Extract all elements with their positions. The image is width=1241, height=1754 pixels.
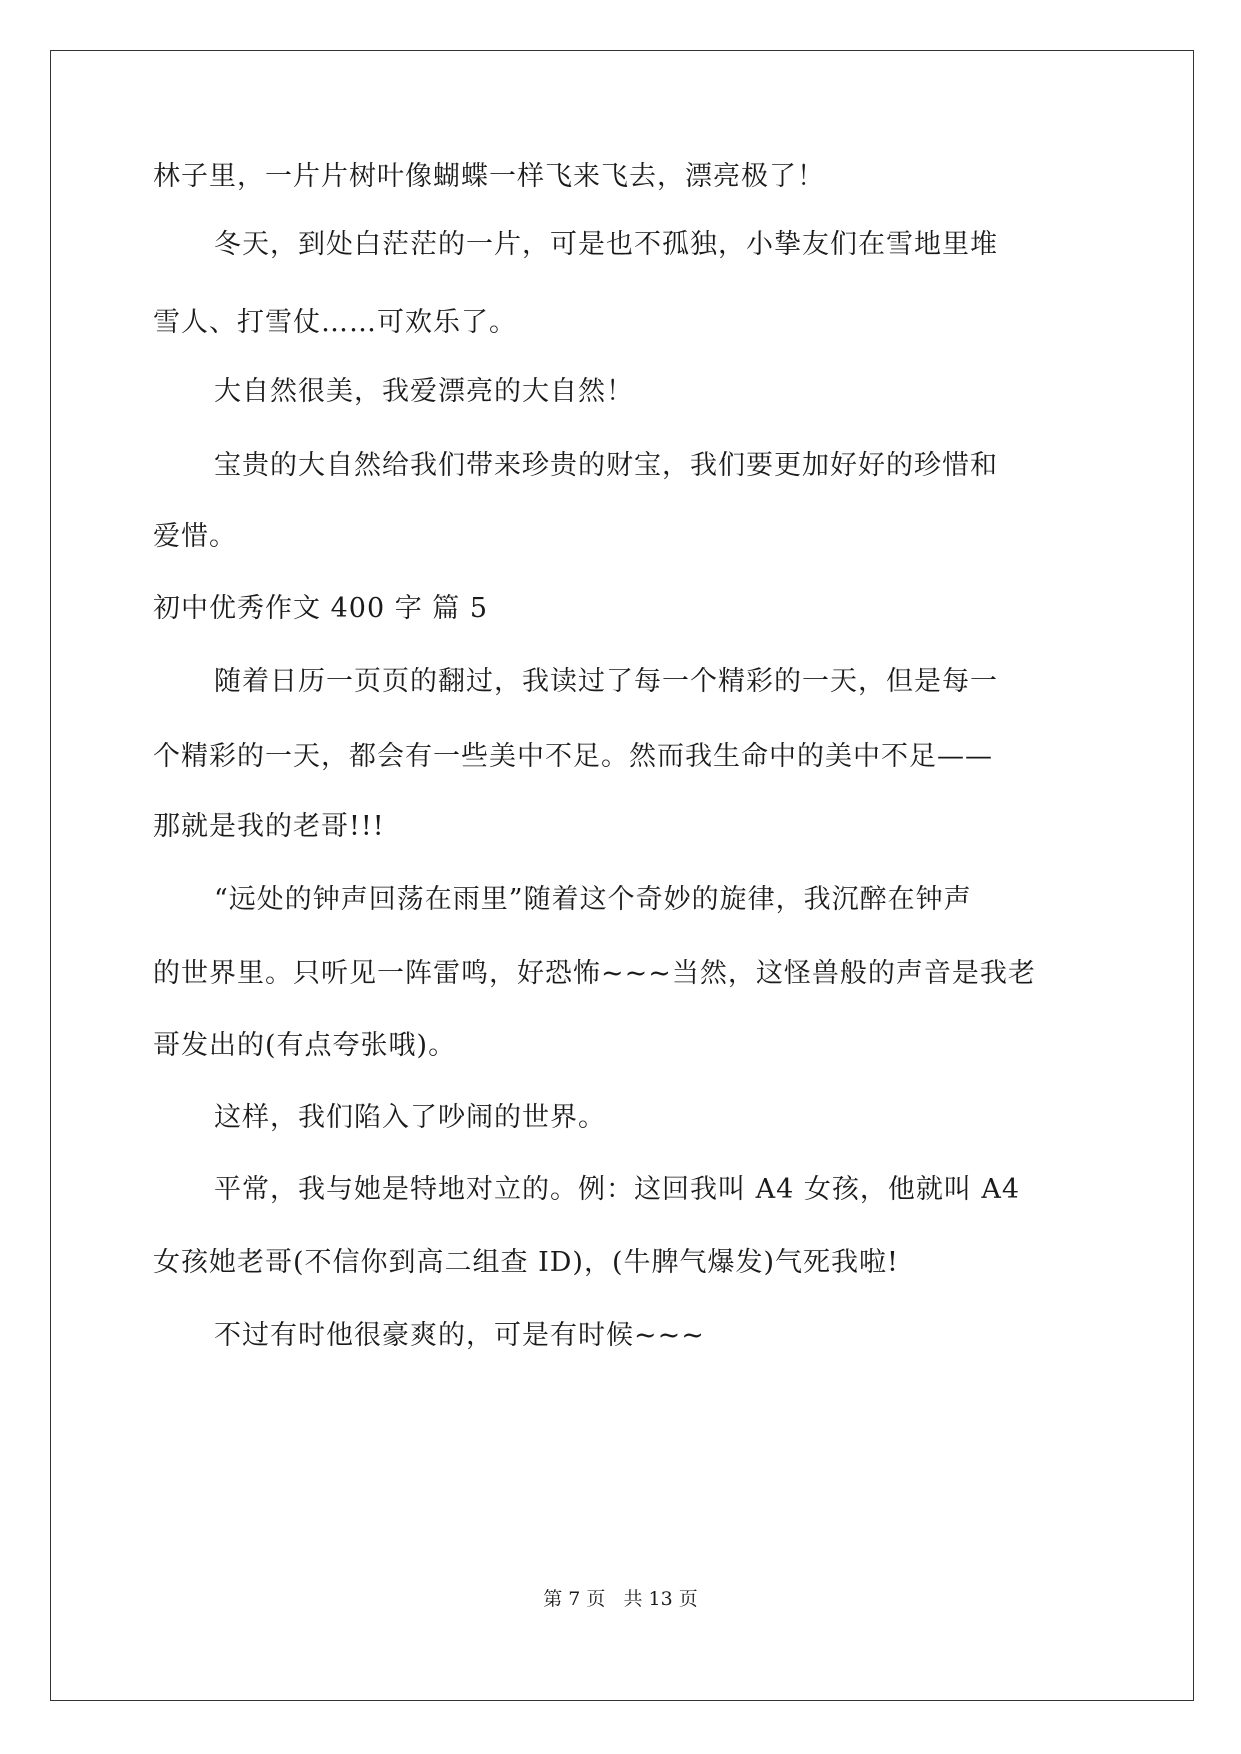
text-line: 大自然很美，我爱漂亮的大自然！ xyxy=(214,376,634,407)
page-frame xyxy=(50,50,1194,1701)
text-line: 林子里，一片片树叶像蝴蝶一样飞来飞去，漂亮极了！ xyxy=(153,161,825,192)
text-line: 这样，我们陷入了吵闹的世界。 xyxy=(214,1102,606,1133)
text-line: 的世界里。只听见一阵雷鸣，好恐怖~~~当然，这怪兽般的声音是我老 xyxy=(153,958,1036,989)
text-line: 哥发出的(有点夸张哦)。 xyxy=(153,1030,457,1061)
text-line: 随着日历一页页的翻过，我读过了每一个精彩的一天，但是每一 xyxy=(214,666,998,697)
text-line: 冬天，到处白茫茫的一片，可是也不孤独，小挚友们在雪地里堆 xyxy=(214,229,998,260)
text-line: “远处的钟声回荡在雨里”随着这个奇妙的旋律，我沉醉在钟声 xyxy=(214,884,972,915)
text-line: 女孩她老哥(不信你到高二组查 ID)，(牛脾气爆发)气死我啦! xyxy=(153,1247,899,1278)
page-number: 第 7 页 共 13 页 xyxy=(543,1588,698,1610)
text-line: 宝贵的大自然给我们带来珍贵的财宝，我们要更加好好的珍惜和 xyxy=(214,450,998,481)
text-line: 平常，我与她是特地对立的。例：这回我叫 A4 女孩，他就叫 A4 xyxy=(214,1174,1021,1205)
text-line: 那就是我的老哥!!! xyxy=(153,811,385,842)
text-line: 雪人、打雪仗……可欢乐了。 xyxy=(153,307,517,338)
text-line: 不过有时他很豪爽的，可是有时候~~~ xyxy=(214,1320,705,1351)
text-line: 个精彩的一天，都会有一些美中不足。然而我生命中的美中不足—— xyxy=(153,741,993,772)
section-heading: 初中优秀作文 400 字 篇 5 xyxy=(153,593,489,624)
text-line: 爱惜。 xyxy=(153,521,237,552)
